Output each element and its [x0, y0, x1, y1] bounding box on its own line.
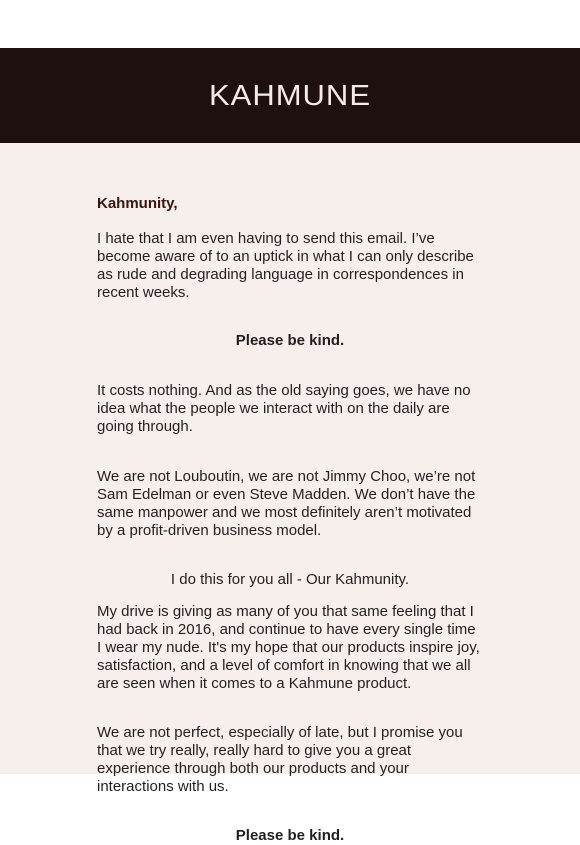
salutation: Kahmunity, — [97, 195, 178, 212]
email-header — [0, 48, 580, 143]
please-be-kind-closing: Please be kind. — [235, 827, 345, 844]
paragraph-not-louboutin: We are not Louboutin, we are not Jimmy Choo, we’re not Sam Edelman or even Steve Madden. We don’t have the same manpower and we most definitely aren’t motivated by a profit-driven business model. — [97, 468, 476, 539]
paragraph-costs-nothing: It costs nothing. And as the old saying goes, we have no idea what the people we interact with on the daily are going through. — [97, 382, 471, 435]
email-body — [0, 143, 580, 844]
paragraph-not-perfect: We are not perfect, especially of late, but I promise you that we try really, really hard to give you a great experience through both our products and your interactions with us. — [97, 724, 463, 795]
paragraph-my-drive: My drive is giving as many of you that same feeling that I had back in 2016, and continue to have every single time I wear my nude. It's my hope that our products inspire joy, satisfaction, and a level of comfort in knowing that we all are seen when it comes to a Kahmune product. — [97, 603, 480, 692]
please-be-kind-heading: Please be kind. — [235, 332, 345, 349]
kahmunity-dedication: I do this for you all - Our Kahmunity. — [170, 571, 410, 588]
paragraph-intro: I hate that I am even having to send this email. I’ve become aware of to an uptick in what I can only describe as rude and degrading language in correspondences in recent weeks. — [97, 230, 474, 301]
top-spacer — [0, 0, 580, 48]
brand-logo[interactable]: KAHMUNE — [208, 79, 371, 112]
